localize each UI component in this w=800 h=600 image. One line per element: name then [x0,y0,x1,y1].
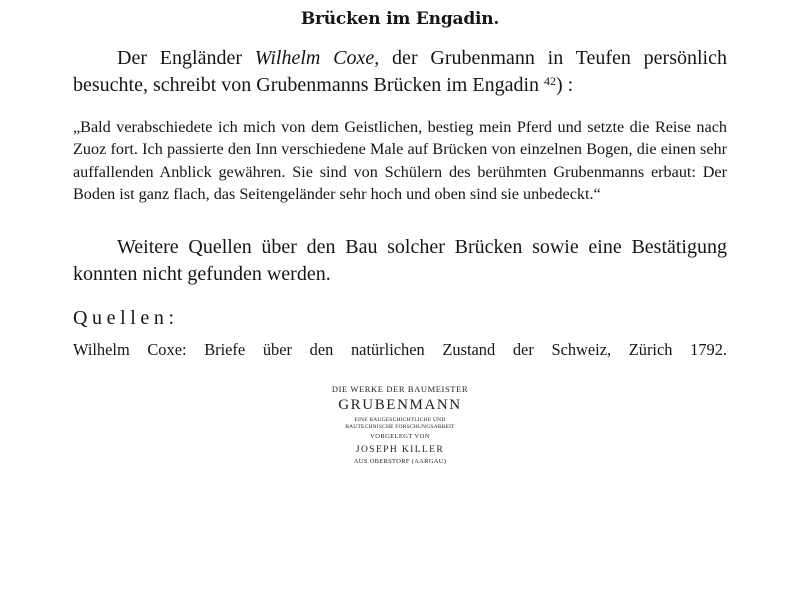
colophon-main-title: GRUBENMANN [338,397,462,413]
colophon-origin: AUS OBERSTORF (AARGAU) [353,458,447,465]
intro-text-end: ) : [556,74,574,96]
intro-text-middle: der Grubenmann in Teufen persönlich besuchte, schreibt von Grubenmanns Brücken im Engadin [73,47,727,96]
source-entry: Wilhelm Coxe: Briefe über den natürlichen Zustand der Schweiz, Zürich 1792. [73,340,727,359]
colophon-author: JOSEPH KILLER [355,445,445,455]
colophon-subtitle: EINE BAUGESCHICHTLICHE UND BAUTECHNISCHE FORSCHUNGSARBEIT [345,417,455,430]
footnote-reference[interactable]: 42 [544,74,556,88]
colophon-series-title: DIE WERKE DER BAUMEISTER [331,384,469,394]
intro-text-start: Der Engländer [117,47,255,69]
quotation-block: „Bald verabschiedete ich mich von dem Geistlichen, bestieg mein Pferd und setzte die Reise nach Zuoz fort. Ich passierte den Inn verschiedene Male auf Brücken von einzelnen Bogen, die einen sehr auffallenden Anblick gewähren. Sie sind von Schülern des berühmten Grubenmanns erbaut: Der Boden ist ganz flach, das Seitengeländer sehr hoch und oben sind sie unbedeckt.“ [73,118,727,204]
sources-heading: Quellen: [73,307,179,329]
colophon-presented-by: VORGELEGT VON [370,433,430,440]
second-paragraph: Weitere Quellen über den Bau solcher Brücken sowie eine Bestätigung konnten nicht gefunden werden. [73,236,727,285]
author-name: Wilhelm Coxe, [254,47,380,69]
intro-paragraph [73,45,727,99]
section-heading: Brücken im Engadin. [300,9,500,29]
